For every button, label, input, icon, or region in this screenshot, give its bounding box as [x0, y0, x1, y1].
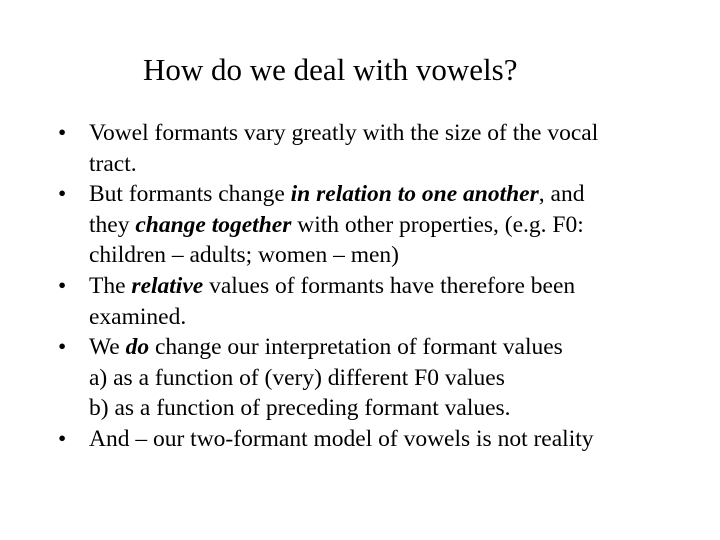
- emphasized-text: relative: [131, 272, 204, 299]
- emphasized-text: in relation to one another: [290, 181, 539, 208]
- bullet-line: [89, 179, 708, 210]
- bullet-item: [58, 332, 708, 424]
- bullet-text: But formants change: [89, 181, 291, 208]
- bullet-line: [89, 302, 708, 333]
- bullet-text: with other properties, (e.g. F0:: [291, 211, 584, 238]
- bullet-item: [58, 271, 708, 332]
- bullet-text: values of formants have therefore been: [203, 272, 576, 299]
- bullet-item: [58, 424, 708, 455]
- bullet-marker: •: [58, 120, 67, 146]
- bullet-text: change our interpretation of formant values: [149, 334, 563, 361]
- bullet-line: [89, 118, 708, 149]
- bullet-line: [89, 149, 708, 180]
- bullet-text: We: [89, 334, 126, 361]
- bullet-text: they: [89, 211, 136, 238]
- bullet-line: [89, 363, 708, 394]
- bullet-line: [89, 332, 708, 363]
- bullet-line: [89, 240, 708, 271]
- bullet-line: [89, 210, 708, 241]
- bullet-text: a) as a function of (very) different F0 values: [89, 364, 505, 391]
- bullet-text: And – our two-formant model of vowels is not reality: [89, 425, 594, 452]
- bullet-line: [89, 424, 708, 455]
- emphasized-text: do: [125, 334, 150, 361]
- bullet-text: b) as a function of preceding formant values.: [89, 395, 511, 422]
- bullet-text: The: [89, 272, 132, 299]
- bullet-text: children – adults; women – men): [89, 242, 399, 269]
- bullet-list: [58, 118, 708, 455]
- bullet-item: [58, 118, 708, 179]
- bullet-item: [58, 179, 708, 271]
- bullet-text: , and: [538, 181, 585, 208]
- bullet-text: tract.: [89, 150, 137, 177]
- bullet-text: Vowel formants vary greatly with the size of the vocal: [89, 120, 599, 146]
- emphasized-text: change together: [135, 211, 292, 238]
- bullet-marker: •: [58, 272, 67, 299]
- bullet-marker: •: [58, 425, 67, 452]
- bullet-marker: •: [58, 181, 67, 208]
- bullet-text: examined.: [89, 303, 187, 330]
- bullet-marker: •: [58, 334, 67, 361]
- bullet-line: [89, 271, 708, 302]
- bullet-line: [89, 393, 708, 424]
- slide-title: How do we deal with vowels?: [143, 52, 518, 87]
